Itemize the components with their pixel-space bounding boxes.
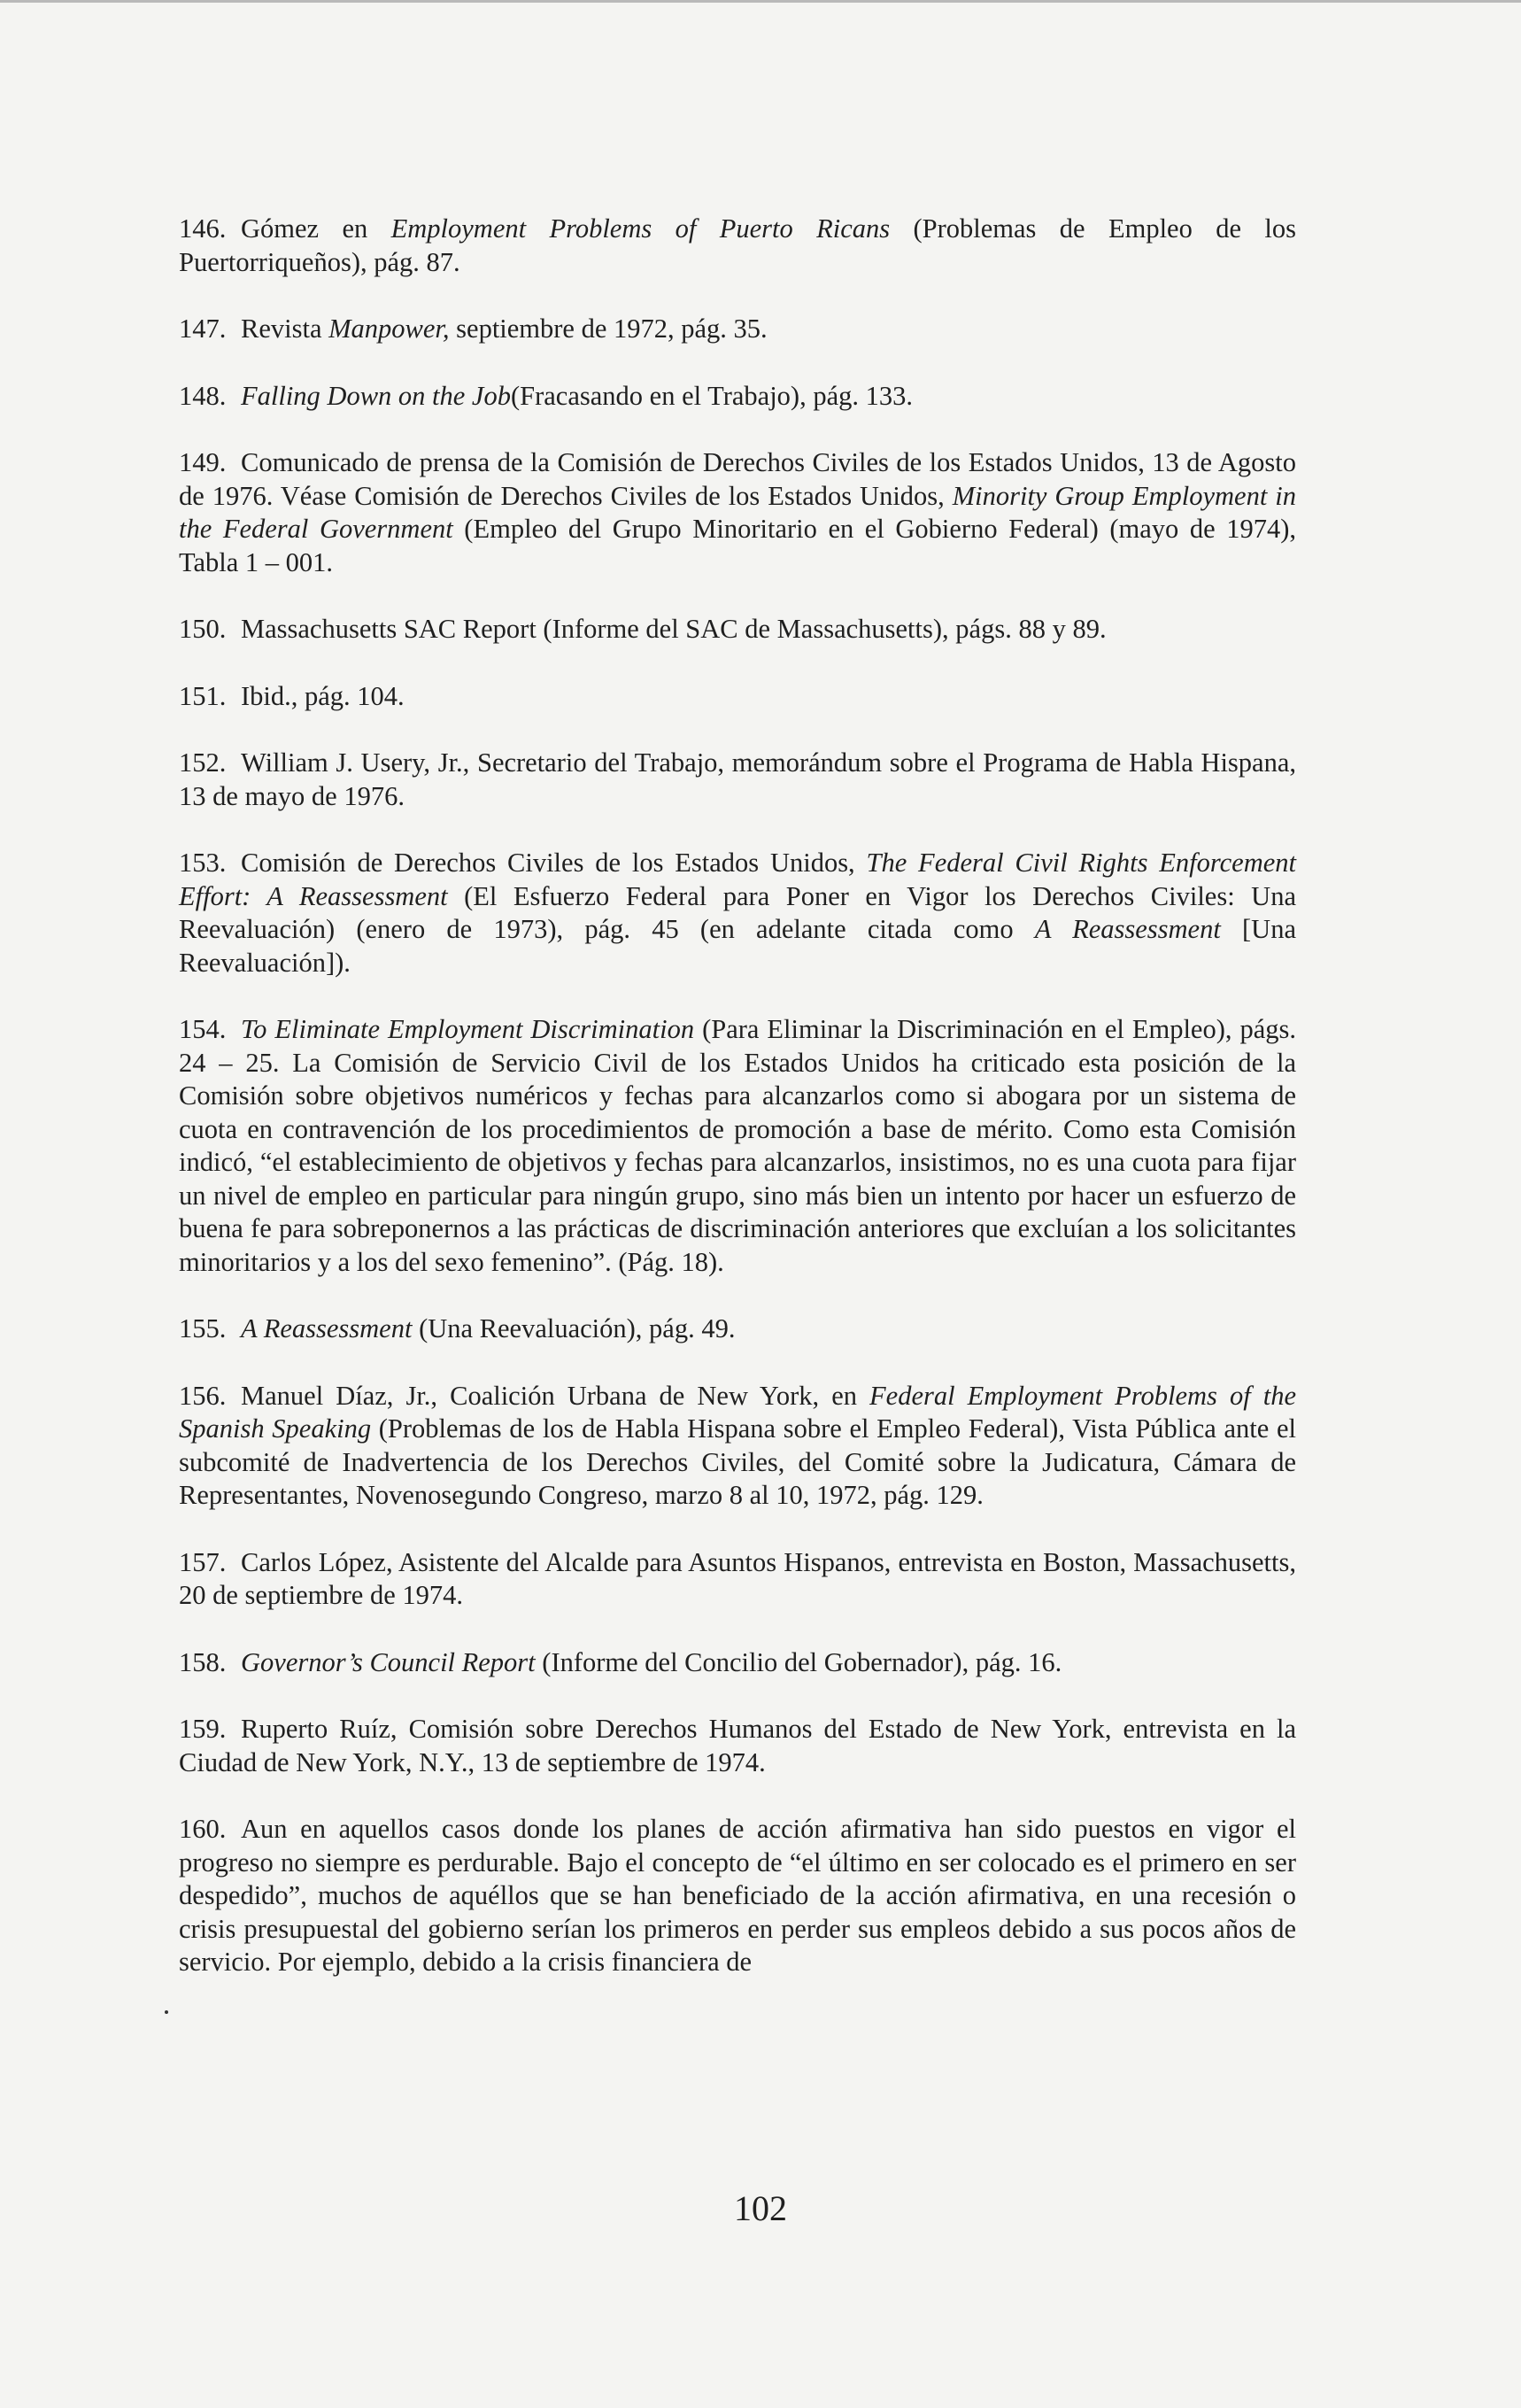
endnote-title-italic: Governor’s Council Report	[241, 1646, 536, 1677]
endnote-title-italic: Manpower,	[328, 314, 450, 344]
endnote-160	[179, 1813, 1296, 1979]
endnote-text: (Una Reevaluación), pág. 49.	[412, 1313, 736, 1343]
endnote-158	[179, 1646, 1296, 1680]
endnote-number: 153 .	[179, 847, 232, 880]
endnote-text: (Problemas de Empleo de los Puertorriqueños), pág. 87.	[179, 213, 1296, 277]
endnote-number: 160 .	[179, 1813, 232, 1847]
endnote-number: 152 .	[179, 747, 232, 780]
endnote-title-italic: To Eliminate Employment Discrimination	[241, 1014, 695, 1044]
endnote-149	[179, 446, 1296, 579]
endnote-148	[179, 380, 1296, 414]
endnote-151	[179, 680, 1296, 714]
endnote-150	[179, 613, 1296, 647]
endnote-title-italic: A Reassessment	[241, 1313, 413, 1343]
endnote-text: Comunicado de prensa de la Comisión de Derechos Civiles de los Estados Unidos, 13 de Agosto de 1976. Véase Comisión de Derechos Civiles de los Estados Unidos,	[179, 447, 1296, 511]
endnote-title-italic: The Federal Civil Rights Enforcement Effort: A Reassessment	[179, 848, 1296, 911]
endnote-text: (Fracasando en el Trabajo), pág. 133.	[510, 380, 913, 411]
endnote-title-italic: A Reassessment	[1034, 914, 1221, 944]
endnote-text: Massachusetts SAC Report (Informe del SAC de Massachusetts), págs. 88 y 89.	[241, 614, 1107, 644]
endnote-text: Manuel Díaz, Jr., Coalición Urbana de New York, en	[241, 1380, 870, 1411]
endnote-153	[179, 847, 1296, 979]
endnotes-list	[179, 213, 1296, 2013]
endnote-159	[179, 1713, 1296, 1779]
endnote-title-italic: Minority Group Employment in the Federal Government	[179, 480, 1296, 544]
endnote-text: Ruperto Ruíz, Comisión sobre Derechos Humanos del Estado de New York, entrevista en la Ciudad de New York, N.Y., 13 de septiembre de 1974.	[179, 1714, 1296, 1777]
endnote-text: Revista	[241, 314, 329, 344]
scan-speck	[165, 2010, 168, 2014]
endnote-number: 159 .	[179, 1713, 232, 1746]
endnote-text: [Una Reevaluación]).	[179, 914, 1296, 978]
endnote-number: 151 .	[179, 680, 232, 714]
endnote-text: Comisión de Derechos Civiles de los Estados Unidos,	[241, 848, 867, 878]
endnote-number: 147 .	[179, 313, 232, 346]
endnote-text: Ibid., pág. 104.	[241, 680, 405, 711]
endnote-text: (Informe del Concilio del Gobernador), pág. 16.	[535, 1646, 1062, 1677]
endnote-number: 146 .	[179, 213, 232, 246]
endnote-text: (Para Eliminar la Discriminación en el Empleo), págs. 24 – 25. La Comisión de Servicio Civil de los Estados Unidos ha criticado esta posición de la Comisión sobre objetivos numéricos y fechas para alcanzarlos como si abogara por un sistema de cuota en contravención de los procedimientos de promoción a base de mérito. Como esta Comisión indicó, “el establecimiento de objetivos y fechas para alcanzarlos, insistimos, no es una cuota para fijar un nivel de empleo en particular para ningún grupo, sino más bien un intento por hacer un esfuerzo de buena fe para sobreponernos a las prácticas de discriminación anteriores que excluían a los solicitantes minoritarios y a los del sexo femenino”. (Pág. 18).	[179, 1014, 1297, 1277]
endnote-147	[179, 313, 1296, 346]
page-number: 102	[734, 2188, 787, 2228]
endnote-146	[179, 213, 1296, 279]
endnote-156	[179, 1380, 1296, 1513]
endnote-text: (El Esfuerzo Federal para Poner en Vigor los Derechos Civiles: Una Reevaluación) (enero de 1973), pág. 45 (en adelante citada como	[179, 880, 1296, 944]
endnote-number: 158 .	[179, 1646, 232, 1680]
endnote-text: Gómez en	[241, 213, 391, 244]
endnote-text: (Empleo del Grupo Minoritario en el Gobierno Federal) (mayo de 1974), Tabla 1 – 001.	[179, 514, 1296, 577]
endnote-title-italic: Employment Problems of Puerto Ricans	[390, 213, 891, 244]
endnote-number: 150 .	[179, 613, 232, 647]
endnote-number: 154 .	[179, 1013, 232, 1047]
endnote-title-italic: Falling Down on the Job	[241, 380, 511, 411]
endnote-154	[179, 1013, 1296, 1279]
endnote-number: 157 .	[179, 1546, 232, 1580]
endnote-152	[179, 747, 1296, 813]
endnote-number: 156 .	[179, 1380, 232, 1413]
endnote-text: (Problemas de los de Habla Hispana sobre el Empleo Federal), Vista Pública ante el subcomité de Inadvertencia de los Derechos Civiles, del Comité sobre la Judicatura, Cámara de Representantes, Novenosegundo Congreso, marzo 8 al 10, 1972, pág. 129.	[179, 1413, 1296, 1510]
endnote-text: Aun en aquellos casos donde los planes de acción afirmativa han sido puestos en vigor el progreso no siempre es perdurable. Bajo el concepto de “el último en ser colocado es el primero en ser despedido”, muchos de aquéllos que se han beneficiado de la acción afirmativa, en una recesión o crisis presupuestal del gobierno serían los primeros en perder sus empleos debido a sus pocos años de servicio. Por ejemplo, debido a la crisis financiera de	[179, 1814, 1296, 1977]
page-top-edge	[0, 0, 1521, 3]
endnote-text: Carlos López, Asistente del Alcalde para Asuntos Hispanos, entrevista en Boston, Massachusetts, 20 de septiembre de 1974.	[179, 1546, 1296, 1610]
endnote-number: 149 .	[179, 446, 232, 480]
endnote-number: 148 .	[179, 380, 232, 414]
endnote-text: William J. Usery, Jr., Secretario del Trabajo, memorándum sobre el Programa de Habla Hispana, 13 de mayo de 1976.	[179, 747, 1296, 811]
endnote-155	[179, 1312, 1296, 1346]
endnote-157	[179, 1546, 1296, 1613]
endnote-text: septiembre de 1972, pág. 35.	[449, 314, 768, 344]
endnote-title-italic: Federal Employment Problems of the Spanish Speaking	[179, 1380, 1296, 1444]
endnote-number: 155 .	[179, 1312, 232, 1346]
